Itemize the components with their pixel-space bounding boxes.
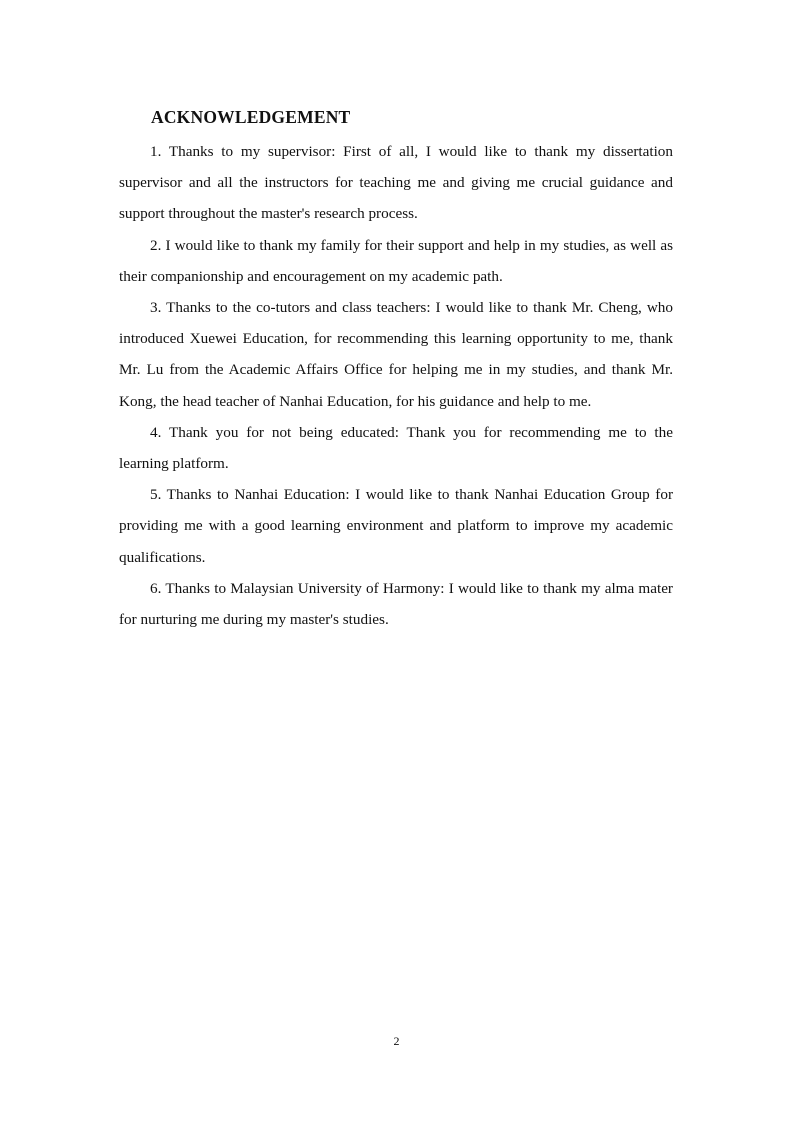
paragraph-nanhai-education: 5. Thanks to Nanhai Education: I would like to thank Nanhai Education Group for providing me with a good learning environment and platform to improve my academic qualifications. (119, 486, 673, 566)
paragraph-family: 2. I would like to thank my family for their support and help in my studies, as well as their companionship and encouragement on my academic path. (119, 236, 673, 285)
acknowledgement-section (119, 106, 673, 635)
page-number: 2 (393, 1034, 400, 1048)
paragraph-supervisor: 1. Thanks to my supervisor: First of all, I would like to thank my dissertation supervisor and all the instructors for teaching me and giving me crucial guidance and support throughout the master's research process. (119, 143, 673, 223)
paragraph-co-tutors: 3. Thanks to the co-tutors and class teachers: I would like to thank Mr. Cheng, who introduced Xuewei Education, for recommending this learning opportunity to me, thank Mr. Lu from the Academic Affairs Office for helping me in my studies, and thank Mr. Kong, the head teacher of Nanhai Education, for his guidance and help to me. (119, 299, 673, 410)
paragraph-university: 6. Thanks to Malaysian University of Harmony: I would like to thank my alma mater for nurturing me during my master's studies. (119, 579, 673, 629)
paragraph-platform: 4. Thank you for not being educated: Thank you for recommending me to the learning platform. (119, 423, 673, 473)
section-heading: ACKNOWLEDGEMENT (151, 107, 351, 127)
